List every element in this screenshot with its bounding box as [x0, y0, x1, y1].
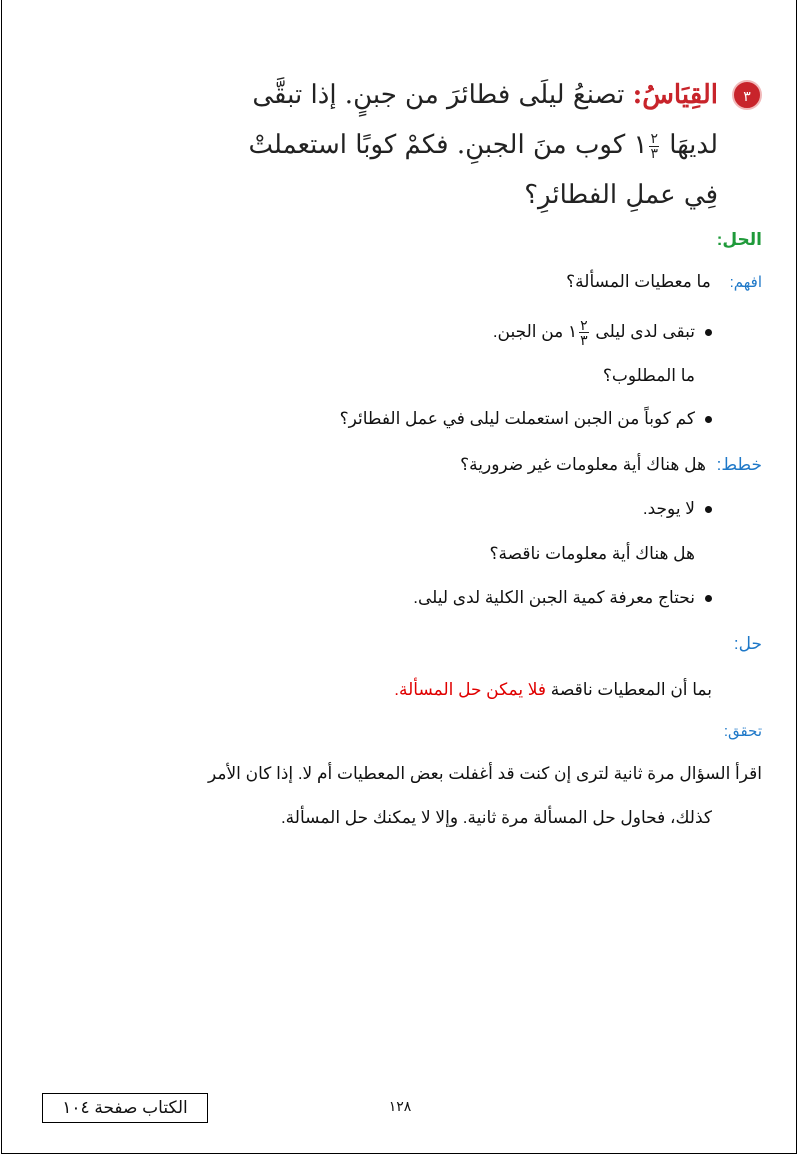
- solve-text: بما أن المعطيات ناقصة: [546, 680, 712, 699]
- plan-answer-1: [643, 499, 712, 519]
- problem-line2-before: لديهَا: [661, 130, 718, 160]
- given-before: تبقى لدى ليلى: [590, 321, 695, 341]
- problem-fraction: [649, 132, 659, 161]
- required-question: ما المطلوب؟: [602, 366, 695, 385]
- bullet-icon: [705, 595, 712, 602]
- plan-question-1: هل هناك أية معلومات غير ضرورية؟: [460, 455, 706, 474]
- bullet-icon: [705, 329, 712, 336]
- plan-answer-2-text: نحتاج معرفة كمية الجبن الكلية لدى ليلى.: [413, 588, 695, 607]
- problem-number-badge: ٣: [732, 80, 762, 110]
- problem-line2-after: كوب منَ الجبنِ. فكمْ كوبًا استعملتْ: [248, 130, 634, 160]
- page-number: ١٢٨: [388, 1098, 412, 1114]
- plan-question-2: هل هناك أية معلومات ناقصة؟: [489, 544, 695, 563]
- plan-answer-2: [413, 588, 712, 608]
- given-after: من الجبن.: [492, 321, 568, 341]
- understand-question: ما معطيات المسألة؟: [566, 272, 711, 291]
- bullet-icon: [705, 416, 712, 423]
- check-line-2: كذلك، فحاول حل المسألة مرة ثانية. وإلا لا يمكنك حل المسألة.: [280, 808, 712, 827]
- given-whole-number: ١: [568, 321, 578, 341]
- plan-row: [460, 455, 762, 475]
- given-fraction-numerator: ٢: [580, 317, 588, 333]
- book-reference-box: الكتاب صفحة ١٠٤: [42, 1093, 208, 1123]
- plan-label: خطط:: [716, 455, 762, 474]
- problem-line1-text: تصنعُ ليلَى فطائرَ من جبنٍ. إذا تبقَّى: [252, 80, 633, 110]
- fraction-denominator: ٣: [650, 145, 659, 162]
- bullet-icon: [705, 506, 712, 513]
- understand-label: افهم:: [729, 274, 762, 291]
- fraction-numerator: ٢: [650, 130, 659, 147]
- solution-heading: الحل:: [716, 230, 762, 249]
- check-label: تحقق:: [723, 723, 762, 740]
- understand-row: [566, 272, 762, 292]
- problem-line-1: [252, 80, 718, 110]
- solve-text-emphasis: فلا يمكن حل المسألة.: [394, 680, 547, 699]
- given-fraction-denominator: ٣: [580, 332, 588, 348]
- given-item: [493, 318, 712, 347]
- check-line-1: اقرأ السؤال مرة ثانية لترى إن كنت قد أغفلت بعض المعطيات أم لا. إذا كان الأمر: [207, 764, 762, 783]
- problem-line-2: [248, 130, 718, 161]
- page-border: [1, 0, 797, 1154]
- required-item: [340, 409, 712, 429]
- solve-label: حل:: [733, 634, 762, 653]
- plan-answer-1-text: لا يوجد.: [642, 499, 695, 518]
- problem-line-3: فِي عملِ الفطائرِ؟: [524, 180, 718, 210]
- problem-title: القِيَاسُ:: [632, 80, 718, 110]
- solve-row: [394, 680, 712, 700]
- required-item-text: كم كوباً من الجبن استعملت ليلى في عمل الفطائر؟: [339, 409, 695, 428]
- given-fraction: [579, 318, 589, 347]
- mixed-whole-number: ١: [633, 130, 648, 160]
